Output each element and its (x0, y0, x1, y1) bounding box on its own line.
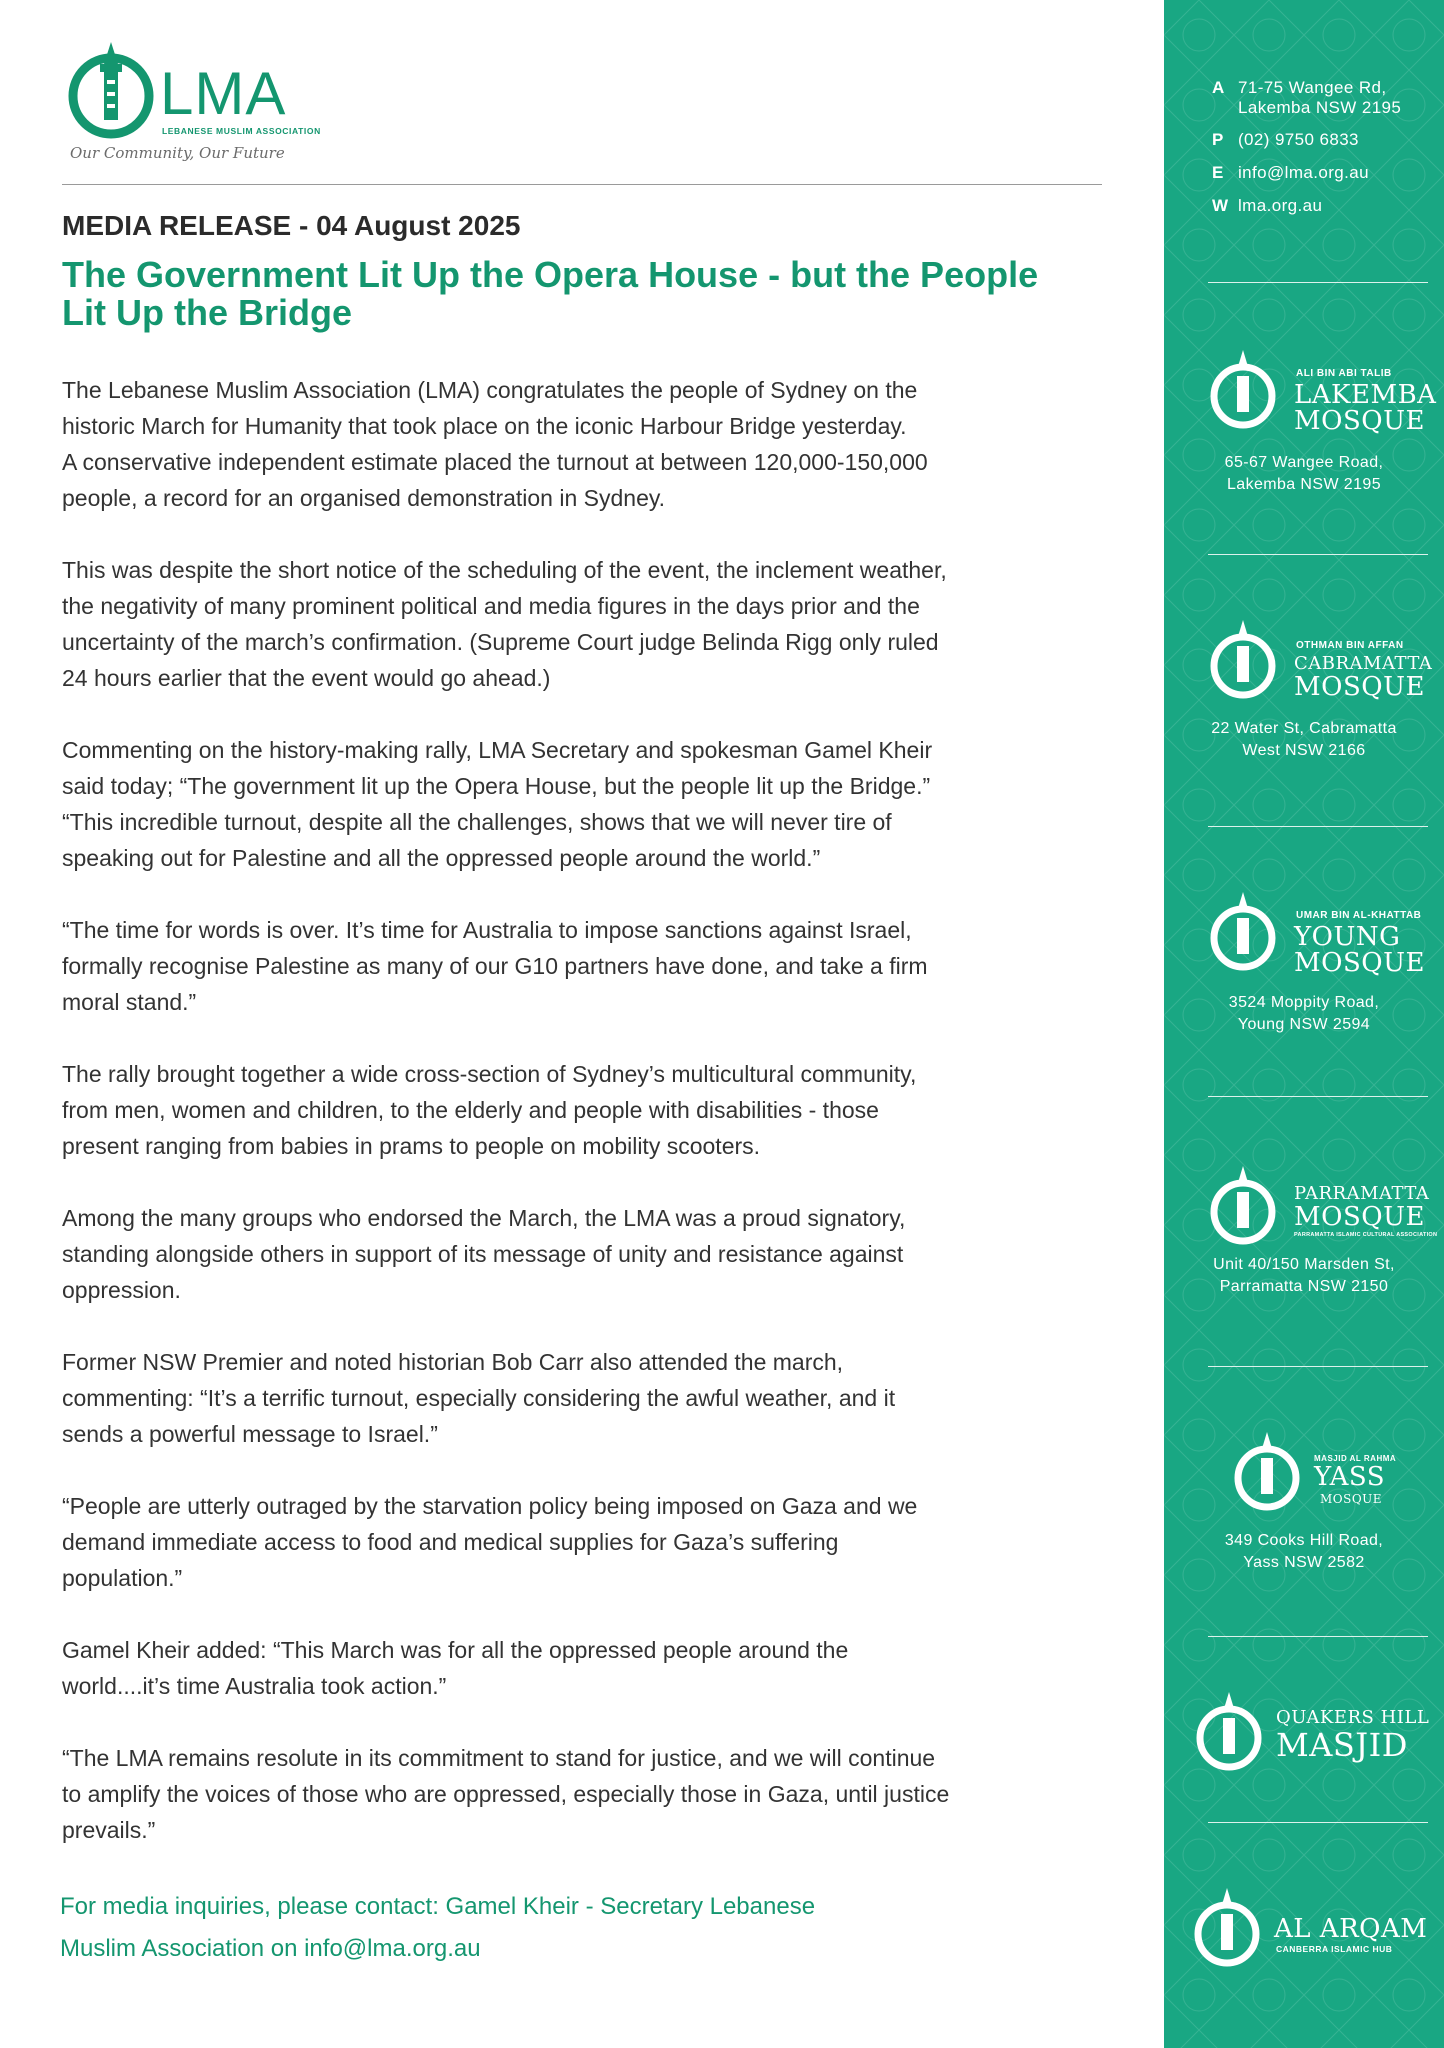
paragraph-line: The Lebanese Muslim Association (LMA) congratulates the people of Sydney on the (62, 377, 918, 403)
mosque-address-line: Yass NSW 2582 (1243, 1554, 1365, 1571)
paragraph-line: A conservative independent estimate placed the turnout at between 120,000-150,000 (62, 449, 928, 475)
paragraph-line: said today; “The government lit up the Opera House, but the people lit up the Bridge.” (62, 773, 931, 799)
mosque-address-line: 349 Cooks Hill Road, (1224, 1532, 1384, 1549)
paragraph (62, 1200, 1092, 1308)
paragraph-line: This was despite the short notice of the scheduling of the event, the inclement weather, (62, 557, 947, 583)
paragraph-line: world....it’s time Australia took action.” (62, 1673, 447, 1699)
paragraph-line: present ranging from babies in prams to people on mobility scooters. (62, 1133, 761, 1159)
release-body (62, 372, 1092, 1884)
mosque-subtitle: MASJID AL RAHMA (1314, 1454, 1397, 1463)
paragraph-line: people, a record for an organised demonstration in Sydney. (62, 485, 666, 511)
paragraph-line: uncertainty of the march’s confirmation. (Supreme Court judge Belinda Rigg only ruled (62, 629, 939, 655)
logo-subtitle: LEBANESE MUSLIM ASSOCIATION (162, 126, 321, 136)
paragraph-line: Among the many groups who endorsed the March, the LMA was a proud signatory, (62, 1205, 906, 1231)
lma-logo (66, 34, 326, 174)
logo-wordmark: LMA (160, 60, 287, 127)
paragraph-line: Former NSW Premier and noted historian Bob Carr also attended the march, (62, 1349, 844, 1375)
mosque-emblem-icon (1232, 1428, 1302, 1512)
mosque-name: MOSQUE (1294, 406, 1425, 436)
mosque-subtitle: CANBERRA ISLAMIC HUB (1276, 1944, 1393, 1954)
header-divider (62, 184, 1102, 185)
mosque-yass (1164, 1424, 1444, 1614)
headline-line: The Government Lit Up the Opera House - but the People (62, 254, 1039, 295)
paragraph (62, 1488, 1092, 1596)
mosque-name: MOSQUE (1320, 1492, 1383, 1506)
sidebar-divider (1208, 1636, 1428, 1637)
paragraph (62, 1056, 1092, 1164)
mosque-emblem-icon (1208, 616, 1278, 700)
sidebar-divider (1208, 554, 1428, 555)
address-line: Lakemba NSW 2195 (1238, 98, 1402, 117)
mosque-name: AL ARQAM (1274, 1914, 1428, 1944)
paragraph-line: sends a powerful message to Israel.” (62, 1421, 438, 1447)
media-contact (60, 1886, 1060, 1970)
paragraph-line: “The time for words is over. It’s time for Australia to impose sanctions against Israel, (62, 917, 912, 943)
email-key: E (1212, 163, 1224, 182)
mosque-emblem-icon (1208, 888, 1278, 972)
sidebar-divider (1208, 826, 1428, 827)
email-link[interactable]: info@lma.org.au (1238, 163, 1369, 182)
paragraph-line: from men, women and children, to the elderly and people with disabilities - those (62, 1097, 879, 1123)
paragraph-line: Gamel Kheir added: “This March was for all the oppressed people around the (62, 1637, 849, 1663)
mosque-address-line: 22 Water St, Cabramatta (1211, 720, 1397, 737)
paragraph-line: moral stand.” (62, 989, 197, 1015)
paragraph-line: commenting: “It’s a terrific turnout, especially considering the awful weather, and it (62, 1385, 896, 1411)
paragraph-line: prevails.” (62, 1817, 156, 1843)
paragraph-line: population.” (62, 1565, 183, 1591)
mosque-parramatta (1164, 1158, 1444, 1348)
paragraph-line: “This incredible turnout, despite all the challenges, shows that we will never tire of (62, 809, 892, 835)
mosque-address (1164, 1530, 1444, 1574)
paragraph-line: “People are utterly outraged by the starvation policy being imposed on Gaza and we (62, 1493, 918, 1519)
mosque-name: YASS (1314, 1462, 1386, 1492)
sidebar-divider (1208, 282, 1428, 283)
paragraph-line: historic March for Humanity that took place on the iconic Harbour Bridge yesterday. (62, 413, 907, 439)
mosque-address-line: Unit 40/150 Marsden St, (1213, 1256, 1395, 1273)
release-kicker: MEDIA RELEASE - 04 August 2025 (62, 210, 521, 241)
mosque-address-line: 65-67 Wangee Road, (1224, 454, 1384, 471)
website-link[interactable]: lma.org.au (1238, 196, 1323, 215)
mosque-name: MOSQUE (1294, 948, 1425, 978)
mosque-subtitle: OTHMAN BIN AFFAN (1296, 640, 1404, 651)
mosque-emblem-icon (1208, 1162, 1278, 1246)
paragraph-line: speaking out for Palestine and all the oppressed people around the world.” (62, 845, 821, 871)
mosque-name: LAKEMBA (1294, 380, 1437, 410)
mosque-emblem-icon (1192, 1884, 1262, 1968)
paragraph (62, 1740, 1092, 1848)
mosque-subtitle: UMAR BIN AL-KHATTAB (1296, 910, 1422, 921)
phone-number[interactable]: (02) 9750 6833 (1238, 130, 1359, 149)
paragraph-line: 24 hours earlier that the event would go ahead.) (62, 665, 551, 691)
phone-key: P (1212, 130, 1224, 149)
mosque-young (1164, 884, 1444, 1074)
paragraph-line: standing alongside others in support of its message of unity and resistance against (62, 1241, 904, 1267)
mosque-name: MOSQUE (1294, 1202, 1425, 1232)
mosque-lakemba (1164, 340, 1444, 530)
paragraph-line: oppression. (62, 1277, 181, 1303)
mosque-address-line: Young NSW 2594 (1237, 1016, 1371, 1033)
sidebar-divider (1208, 1366, 1428, 1367)
mosque-address-line: 3524 Moppity Road, (1228, 994, 1380, 1011)
release-headline (62, 256, 1112, 332)
sidebar-divider (1208, 1096, 1428, 1097)
logo-tagline: Our Community, Our Future (70, 144, 285, 162)
mosque-name: YOUNG (1294, 922, 1401, 952)
paragraph-line: Commenting on the history-making rally, LMA Secretary and spokesman Gamel Kheir (62, 737, 933, 763)
paragraph (62, 372, 1092, 516)
mosque-address-line: West NSW 2166 (1242, 742, 1366, 759)
mosque-name: CABRAMATTA (1294, 653, 1433, 674)
paragraph-line: to amplify the voices of those who are oppressed, especially those in Gaza, until justice (62, 1781, 950, 1807)
mosque-address-line: Lakemba NSW 2195 (1226, 476, 1382, 493)
paragraph-line: The rally brought together a wide cross-section of Sydney’s multicultural community, (62, 1061, 917, 1087)
mosque-address (1164, 718, 1444, 762)
al-arqam-hub (1164, 1880, 1444, 1990)
mosque-name: PARRAMATTA (1294, 1183, 1430, 1204)
paragraph-line: formally recognise Palestine as many of our G10 partners have done, and take a firm (62, 953, 928, 979)
mosque-name: QUAKERS HILL (1276, 1707, 1430, 1728)
paragraph (62, 912, 1092, 1020)
website-key: W (1212, 196, 1229, 215)
mosque-emblem-icon (1194, 1688, 1264, 1772)
masjid-quakers-hill (1164, 1684, 1444, 1794)
lma-emblem-icon (66, 34, 156, 144)
paragraph (62, 1632, 1092, 1704)
mosque-address (1164, 992, 1444, 1036)
mosque-address (1164, 452, 1444, 496)
mosque-name: MASJID (1276, 1726, 1408, 1764)
mosque-subtitle: PARRAMATTA ISLAMIC CULTURAL ASSOCIATION (1294, 1232, 1438, 1238)
contact-line: For media inquiries, please contact: Gamel Kheir - Secretary Lebanese (60, 1893, 816, 1920)
mosque-address-line: Parramatta NSW 2150 (1219, 1278, 1389, 1295)
headline-line: Lit Up the Bridge (62, 292, 352, 333)
mosque-address (1164, 1254, 1444, 1298)
sidebar (1164, 0, 1444, 2048)
contact-line: Muslim Association on info@lma.org.au (60, 1935, 481, 1962)
paragraph-line: the negativity of many prominent political and media figures in the days prior and the (62, 593, 920, 619)
address-key: A (1212, 78, 1225, 97)
paragraph (62, 552, 1092, 696)
paragraph-line: demand immediate access to food and medical supplies for Gaza’s suffering (62, 1529, 839, 1555)
mosque-cabramatta (1164, 612, 1444, 802)
mosque-emblem-icon (1208, 346, 1278, 430)
paragraph (62, 1344, 1092, 1452)
paragraph (62, 732, 1092, 876)
paragraph-line: “The LMA remains resolute in its commitment to stand for justice, and we will continue (62, 1745, 936, 1771)
address-line: 71-75 Wangee Rd, (1238, 78, 1387, 97)
sidebar-divider (1208, 1822, 1428, 1823)
mosque-name: MOSQUE (1294, 672, 1425, 702)
mosque-subtitle: ALI BIN ABI TALIB (1296, 368, 1392, 379)
